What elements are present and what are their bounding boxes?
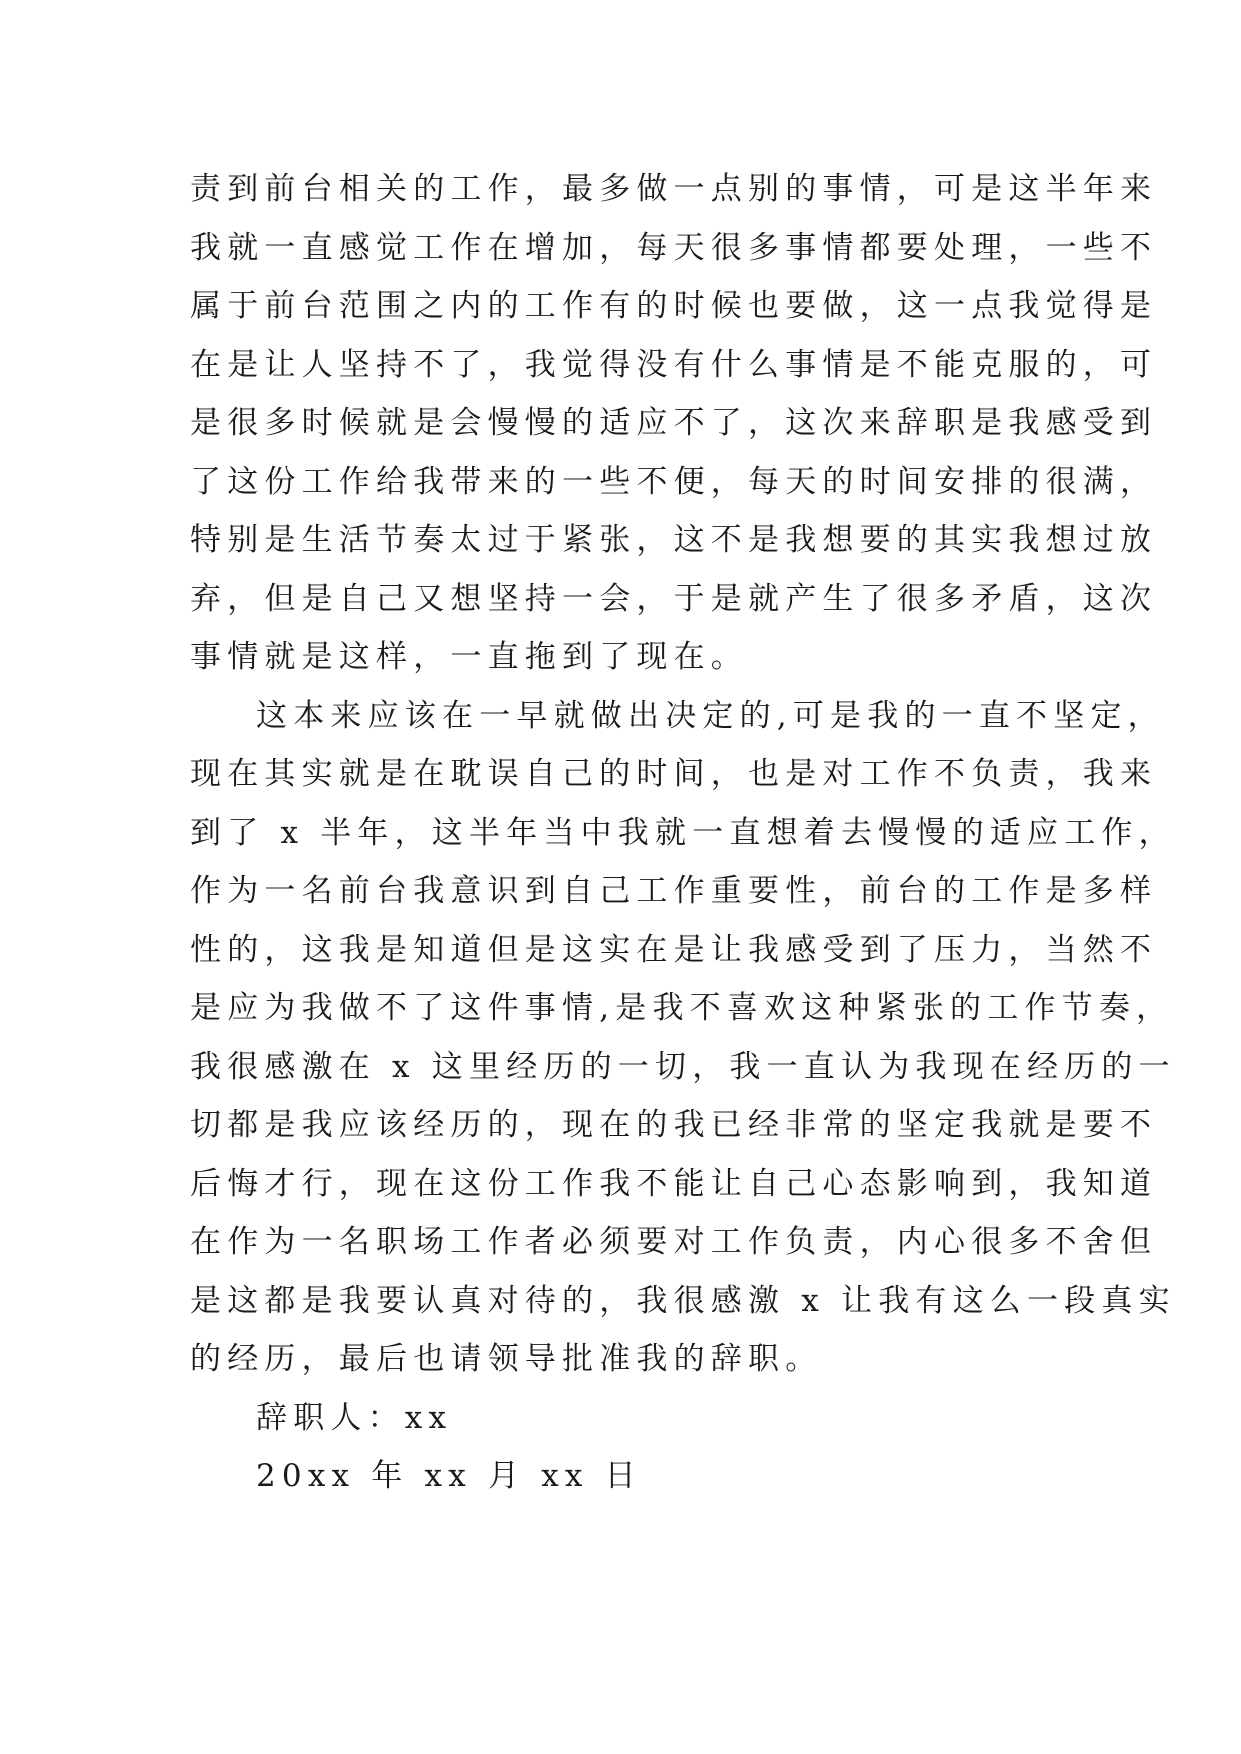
date-line: 20xx 年 xx 月 xx 日 (256, 1458, 642, 1494)
paragraph-line: 属于前台范围之内的工作有的时候也要做，这一点我觉得是 (190, 288, 1158, 324)
paragraph-line: 我很感激在 x 这里经历的一切，我一直认为我现在经历的一 (190, 1048, 1176, 1085)
paragraph-line: 在作为一名职场工作者必须要对工作负责，内心很多不舍但 (190, 1224, 1158, 1260)
paragraph-line: 在是让人坚持不了，我觉得没有什么事情是不能克服的，可 (190, 346, 1158, 383)
signature-line: 辞职人：xx (256, 1399, 453, 1436)
paragraph-2 (190, 687, 1176, 1389)
paragraph-1 (190, 160, 1158, 687)
paragraph-line: 事情就是这样，一直拖到了现在。 (190, 639, 748, 675)
paragraph-line: 特别是生活节奏太过于紧张，这不是我想要的其实我想过放 (190, 522, 1158, 558)
letter-body (190, 160, 1176, 1506)
paragraph-line: 是应为我做不了这件事情,是我不喜欢这种紧张的工作节奏， (190, 990, 1174, 1026)
paragraph-line: 的经历，最后也请领导批准我的辞职。 (190, 1341, 823, 1377)
paragraph-line: 到了 x 半年，这半年当中我就一直想着去慢慢的适应工作， (190, 814, 1176, 851)
paragraph-line: 切都是我应该经历的，现在的我已经非常的坚定我就是要不 (190, 1107, 1158, 1143)
paragraph-line: 了这份工作给我带来的一些不便，每天的时间安排的很满， (190, 463, 1158, 500)
paragraph-line: 现在其实就是在耽误自己的时间，也是对工作不负责，我来 (190, 756, 1158, 792)
paragraph-line: 责到前台相关的工作，最多做一点别的事情，可是这半年来 (190, 171, 1158, 207)
paragraph-line: 我就一直感觉工作在增加，每天很多事情都要处理，一些不 (190, 229, 1158, 266)
paragraph-line: 性的，这我是知道但是这实在是让我感受到了压力，当然不 (190, 931, 1158, 968)
paragraph-line: 这本来应该在一早就做出决定的,可是我的一直不坚定， (256, 697, 1165, 734)
paragraph-line: 弃，但是自己又想坚持一会，于是就产生了很多矛盾，这次 (190, 580, 1158, 617)
paragraph-line: 后悔才行，现在这份工作我不能让自己心态影响到，我知道 (190, 1165, 1158, 1202)
paragraph-line: 作为一名前台我意识到自己工作重要性，前台的工作是多样 (190, 873, 1158, 909)
paragraph-line: 是很多时候就是会慢慢的适应不了，这次来辞职是我感受到 (190, 405, 1158, 441)
paragraph-line: 是这都是我要认真对待的，我很感激 x 让我有这么一段真实 (190, 1282, 1176, 1319)
